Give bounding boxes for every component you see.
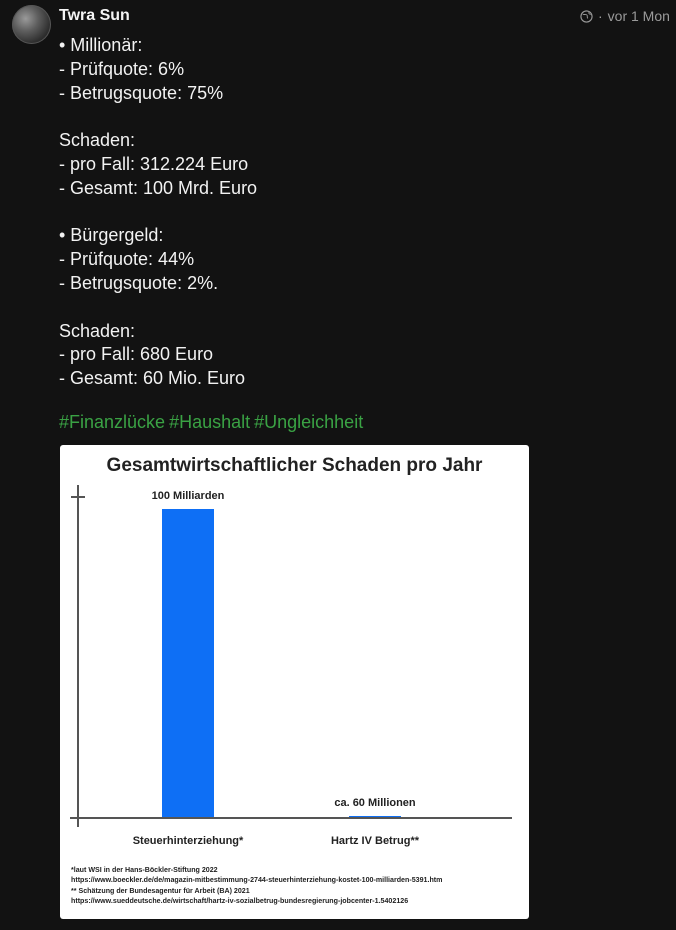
chart-bar: [349, 816, 401, 818]
footnote: https://www.boeckler.de/de/magazin-mitbestimmung-2744-steuerhinterziehung-kostet-100-milliarden-5391.htm: [71, 876, 443, 885]
avatar[interactable]: [12, 5, 51, 44]
hashtag-link[interactable]: #Ungleichheit: [254, 412, 364, 432]
post-text-line: - Betrugsquote: 75%: [59, 82, 224, 103]
footnote: https://www.sueddeutsche.de/wirtschaft/hartz-iv-sozialbetrug-bundesregierung-jobcenter-1.5402126: [71, 896, 409, 905]
post-text-line: - Gesamt: 100 Mrd. Euro: [59, 177, 258, 198]
post-text-line: - pro Fall: 680 Euro: [59, 344, 214, 365]
post-body: [59, 34, 659, 391]
footnote: ** Schätzung der Bundesagentur für Arbeit (BA) 2021: [71, 886, 250, 895]
y-axis-tick: [71, 496, 85, 498]
category-label: Hartz IV Betrug**: [330, 835, 420, 847]
bar-value-label: ca. 60 Millionen: [334, 796, 416, 809]
post-time[interactable]: vor 1 Mon: [607, 8, 670, 24]
post-text-line: - Prüfquote: 44%: [59, 249, 195, 270]
post-text-line: • Bürgergeld:: [59, 225, 164, 246]
post-text-line: - pro Fall: 312.224 Euro: [59, 153, 249, 174]
x-axis: [70, 817, 512, 819]
y-axis: [77, 485, 79, 827]
hashtag-link[interactable]: #Haushalt: [169, 412, 251, 432]
blank-line: [59, 201, 659, 225]
post-text-line: - Prüfquote: 6%: [59, 58, 185, 79]
chart-title: Gesamtwirtschaftlicher Schaden pro Jahr: [106, 455, 483, 476]
hashtag-link[interactable]: #Finanzlücke: [59, 412, 166, 432]
author-name[interactable]: Twra Sun: [59, 7, 130, 24]
chart-image[interactable]: [60, 445, 529, 919]
post-text-line: Schaden:: [59, 320, 136, 341]
globe-icon: [580, 10, 593, 23]
post-text-line: - Betrugsquote: 2%.: [59, 272, 219, 293]
category-label: Steuerhinterziehung*: [132, 835, 244, 847]
post-text-line: • Millionär:: [59, 35, 143, 55]
hashtag-row: [59, 412, 367, 433]
chart-bar: [162, 509, 214, 817]
post-meta: [580, 8, 670, 24]
chart-footnotes: [71, 865, 442, 906]
footnote: *laut WSI in der Hans-Böckler-Stiftung 2022: [71, 866, 218, 874]
meta-separator: ·: [598, 8, 603, 24]
blank-line: [59, 296, 659, 320]
post-text-line: Schaden:: [59, 130, 136, 151]
blank-line: [59, 105, 659, 129]
post-text-line: - Gesamt: 60 Mio. Euro: [59, 368, 246, 389]
bar-value-label: 100 Milliarden: [151, 490, 225, 502]
